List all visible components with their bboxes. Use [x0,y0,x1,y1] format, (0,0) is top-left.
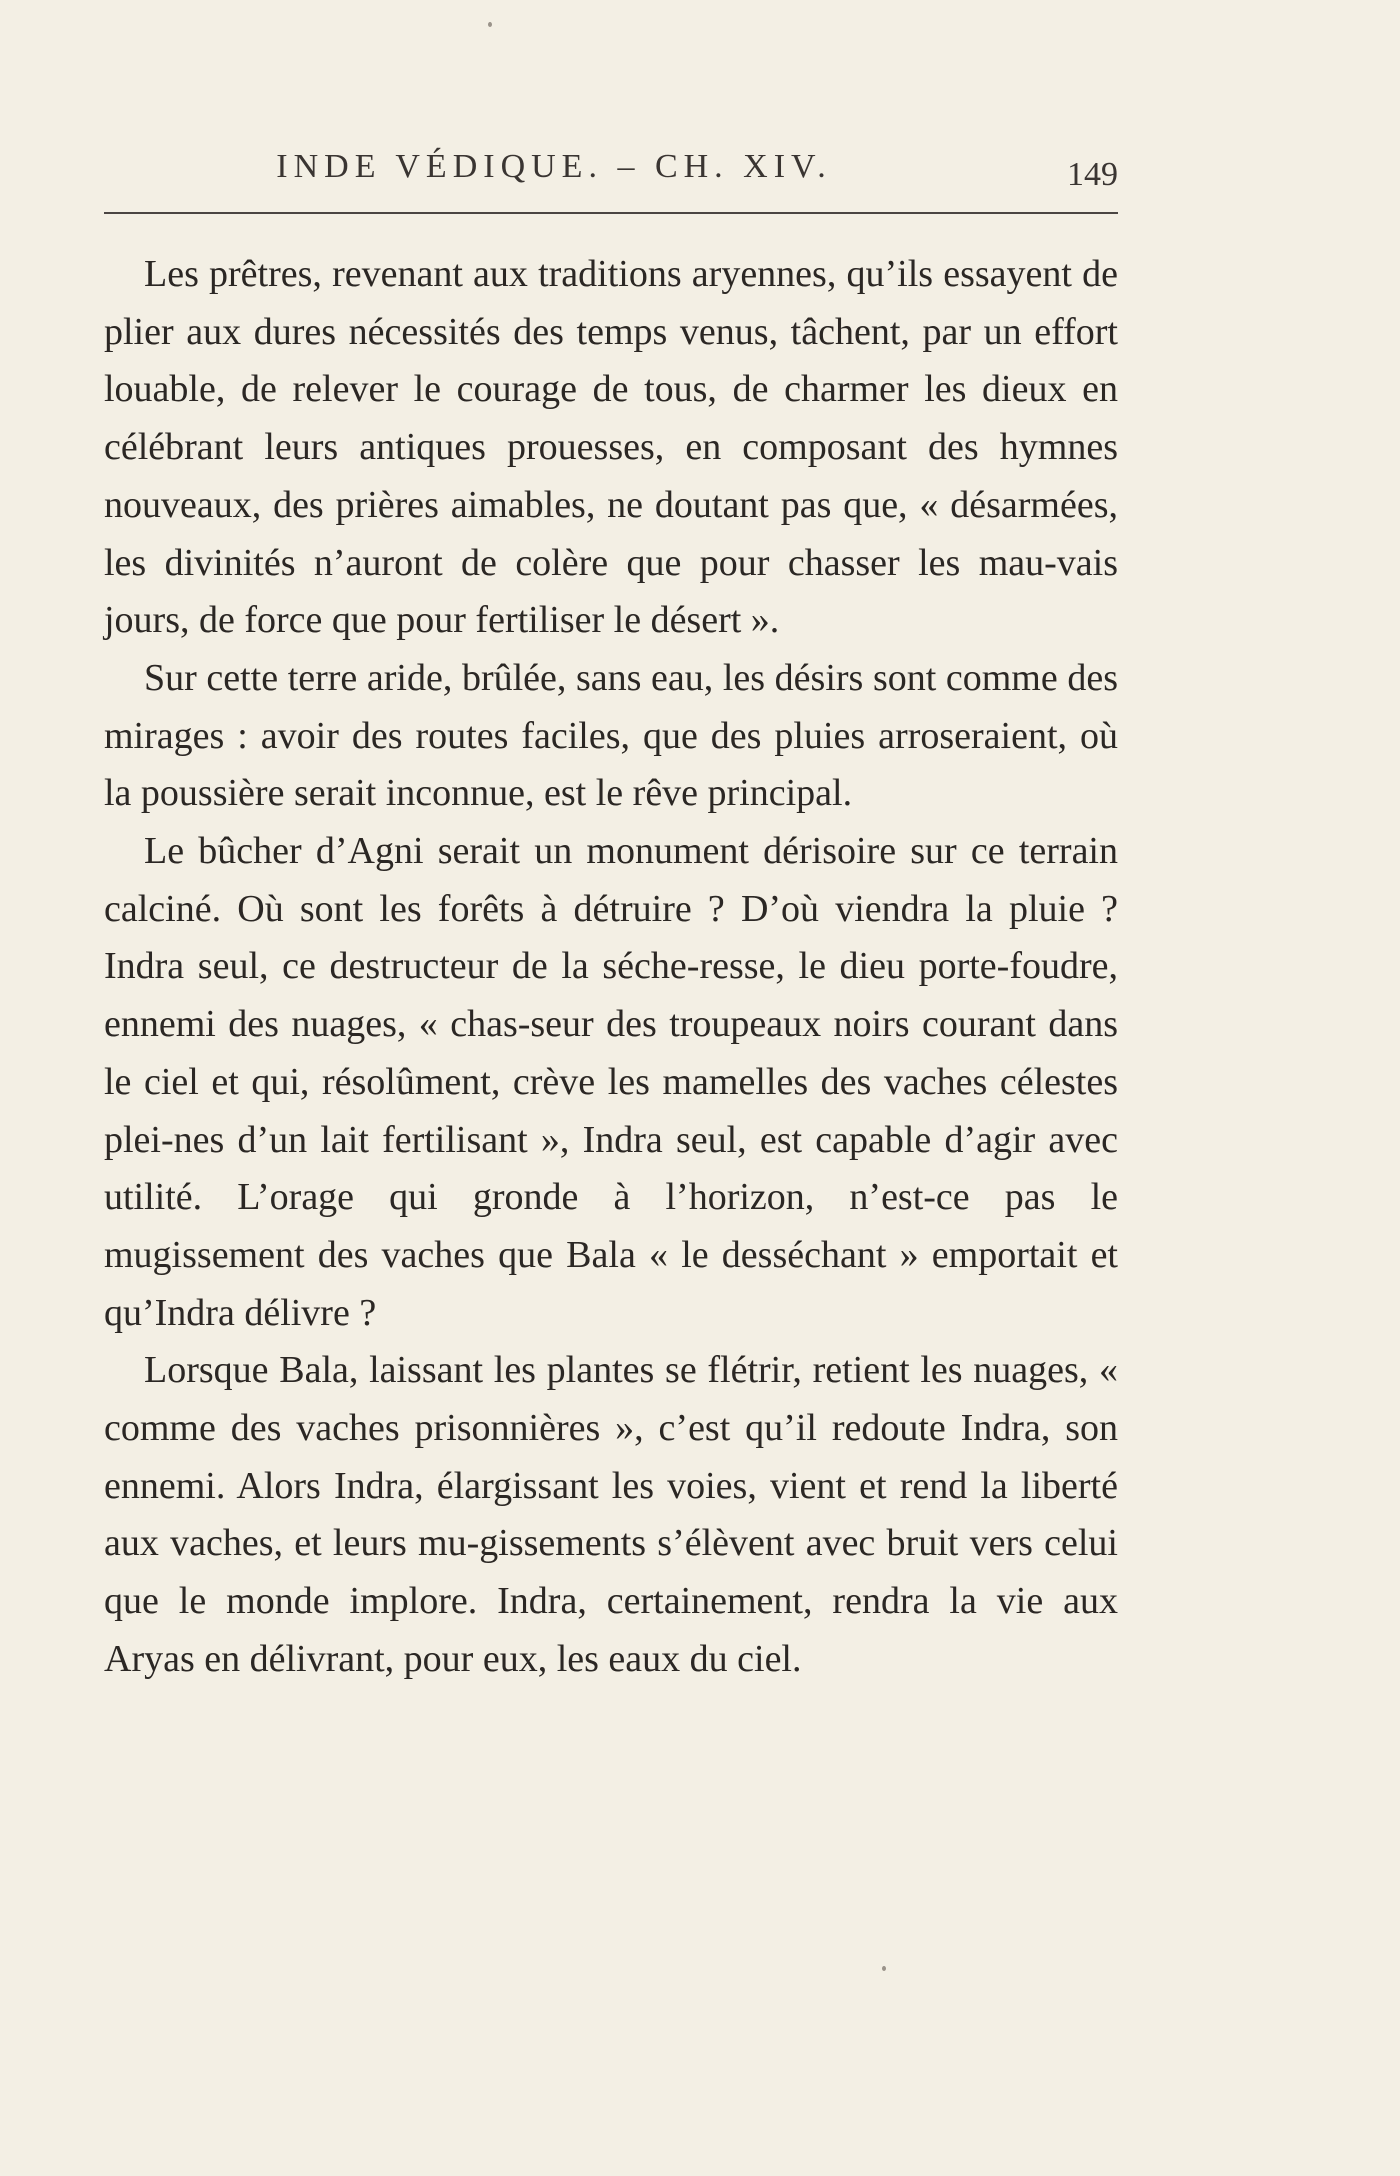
running-title: INDE VÉDIQUE. – CH. XIV. [276,148,832,185]
paragraph: Les prêtres, revenant aux traditions aryennes, qu’ils essayent de plier aux dures nécessités des temps venus, tâchent, par un effort louable, de relever le courage de tous, de charmer les dieux en célébrant leurs antiques prouesses, en composant des hymnes nouveaux, des prières aimables, ne doutant pas que, « désarmées, les divinités n’auront de colère que pour chasser les mau-vais jours, de force que pour fertiliser le désert ». [104,253,1118,642]
running-head [104,148,1118,198]
header-rule [104,212,1118,214]
body-text [104,246,1118,1689]
paragraph: Lorsque Bala, laissant les plantes se flétrir, retient les nuages, « comme des vaches prisonnières », c’est qu’il redoute Indra, son ennemi. Alors Indra, élargissant les voies, vient et rend la liberté aux vaches, et leurs mu-gissements s’élèvent avec bruit vers celui que le monde implore. Indra, certainement, rendra la vie aux Aryas en délivrant, pour eux, les eaux du ciel. [104,1349,1118,1680]
paragraph: Le bûcher d’Agni serait un monument dérisoire sur ce terrain calciné. Où sont les forêts à détruire ? D’où viendra la pluie ? Indra seul, ce destructeur de la séche-resse, le dieu porte-foudre, ennemi des nuages, « chas-seur des troupeaux noirs courant dans le ciel et qui, résolûment, crève les mamelles des vaches célestes plei-nes d’un lait fertilisant », Indra seul, est capable d’agir avec utilité. L’orage qui gronde à l’horizon, n’est-ce pas le mugissement des vaches que Bala « le desséchant » emportait et qu’Indra délivre ? [104,830,1118,1334]
paper-speck [488,22,492,27]
page-number: 149 [1067,156,1118,193]
paper-speck [882,1966,886,1971]
paragraph: Sur cette terre aride, brûlée, sans eau, les désirs sont comme des mirages : avoir des routes faciles, que des pluies arroseraient, où la poussière serait inconnue, est le rêve principal. [104,656,1118,815]
